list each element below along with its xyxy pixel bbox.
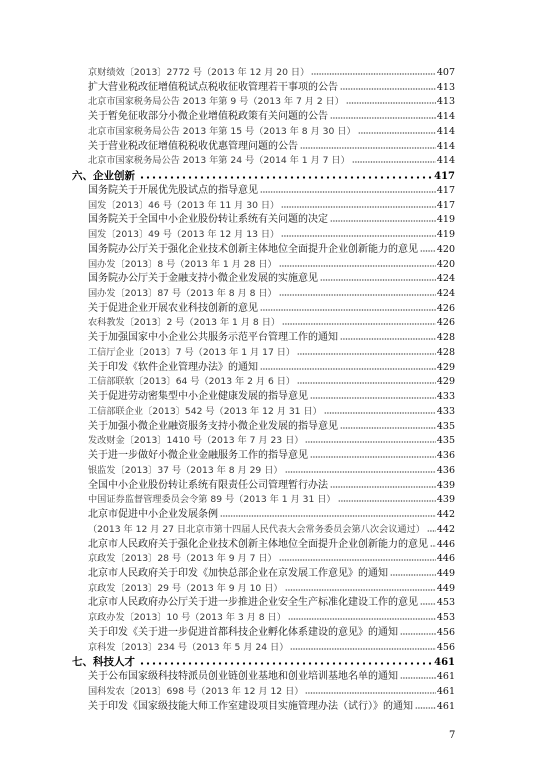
toc-entry-title	[72, 302, 455, 317]
toc-entry-title-text: 关于印发《关于进一步促进首都科技企业孵化体系建设的意见》的通知	[88, 626, 398, 638]
toc-entry-doc-number	[72, 154, 455, 169]
toc-entry-title-text: 关于营业税改征增值税税收优惠管理问题的公告	[88, 140, 298, 152]
dot-leader	[330, 486, 436, 488]
dot-leader	[324, 412, 436, 414]
dot-leader	[338, 500, 436, 502]
page-reference: 414	[436, 111, 455, 123]
toc-entry-title-text: 全国中小企业股份转让系统有限责任公司管理暂行办法	[88, 479, 328, 491]
dot-leader	[139, 176, 433, 179]
toc-entry-doc-number-text: 中国证券监督管理委员会令第 89 号（2013 年 1 月 31 日）	[88, 494, 336, 506]
page-reference: 442	[436, 509, 455, 521]
dot-leader	[279, 294, 436, 296]
page-reference: 428	[436, 332, 455, 344]
toc-entry-doc-number-text: 银监发〔2013〕37 号（2013 年 8 月 29 日）	[88, 464, 283, 476]
toc-entry-doc-number-text: 北京市国家税务局公告 2013 年第 24 号（2014 年 1 月 7 日）	[88, 155, 350, 167]
dot-leader	[311, 73, 436, 75]
toc-entry-title	[72, 331, 455, 346]
dot-leader	[281, 235, 436, 237]
toc-entry-title	[72, 626, 455, 641]
toc-entry-title	[72, 81, 455, 96]
toc-entry-doc-number-text: 国发〔2013〕49 号（2013 年 12 月 13 日）	[88, 229, 280, 241]
dot-leader	[415, 707, 436, 709]
page-reference: 414	[436, 125, 455, 137]
dot-leader	[340, 427, 436, 429]
toc-entry-doc-number	[72, 641, 455, 656]
toc-entry-doc-number-text: 京政发〔2013〕29 号（2013 年 9 月 10 日）	[88, 582, 283, 594]
toc-entry-title-text: 国务院关于开展优先股试点的指导意见	[88, 184, 258, 196]
page-reference: 414	[436, 140, 455, 152]
page-reference: 424	[436, 288, 455, 300]
section-heading-text: 七、科技人才	[72, 656, 135, 669]
toc-entry-doc-number	[72, 346, 455, 361]
toc-entry-doc-number-text: 国发〔2013〕46 号（2013 年 11 月 30 日）	[88, 199, 280, 211]
page-reference: 446	[436, 538, 455, 550]
page-reference: 413	[436, 81, 455, 93]
dot-leader	[330, 117, 436, 119]
section-heading-text: 六、企业创新	[72, 170, 135, 183]
toc-entry-doc-number-text: 工信部联企业〔2013〕542 号（2013 年 12 月 31 日）	[88, 405, 322, 417]
toc-entry-doc-number	[72, 258, 455, 273]
dot-leader	[400, 677, 436, 679]
section-heading	[72, 655, 455, 670]
toc-entry-title-text: 北京市人民政府办公厅关于进一步推进企业安全生产标准化建设工作的意见	[88, 597, 418, 609]
toc-entry-doc-number	[72, 582, 455, 597]
toc-entry-doc-number	[72, 464, 455, 479]
page-reference: 449	[436, 567, 455, 579]
dot-leader	[300, 147, 436, 149]
toc-entry-title	[72, 110, 455, 125]
page-reference: 439	[436, 479, 455, 491]
section-heading	[72, 169, 455, 184]
page-reference: 417	[436, 199, 455, 211]
page-reference: 433	[436, 391, 455, 403]
toc-entry-title	[72, 508, 455, 523]
dot-leader	[288, 618, 436, 620]
toc-entry-title	[72, 670, 455, 685]
page-reference: 456	[436, 626, 455, 638]
dot-leader	[282, 323, 436, 325]
toc-entry-doc-number-text: 京财绩效〔2013〕2772 号（2013 年 12 月 20 日）	[88, 67, 310, 78]
dot-leader	[290, 648, 435, 650]
toc-entry-title	[72, 700, 455, 715]
dot-leader	[340, 88, 436, 90]
dot-leader	[390, 574, 436, 576]
page-reference: 407	[436, 67, 455, 78]
page-reference: 456	[436, 641, 455, 653]
toc-entry-doc-number	[72, 316, 455, 331]
dot-leader	[352, 161, 436, 163]
dot-leader	[420, 250, 436, 252]
toc-entry-doc-number	[72, 228, 455, 243]
page-reference: 428	[436, 346, 455, 358]
dot-leader	[260, 191, 436, 193]
toc-entry-title-text: 北京市促进中小企业发展条例	[88, 509, 218, 521]
page-reference: 426	[436, 317, 455, 329]
dot-leader	[310, 456, 436, 458]
toc-entry-doc-number-text: 国科发农〔2013〕698 号（2013 年 12 月 12 日）	[88, 685, 304, 697]
toc-entry-doc-number-text: 工信部联软〔2013〕64 号（2013 年 2 月 6 日）	[88, 376, 296, 388]
toc-entry-doc-number	[72, 125, 455, 140]
page-reference: 419	[436, 229, 455, 241]
toc-entry-doc-number	[72, 523, 455, 538]
toc-entry-title-text: 关于加强小微企业融资服务支持小微企业发展的指导意见	[88, 420, 338, 432]
toc-entry-title-text: 北京市人民政府关于强化企业技术创新主体地位全面提升企业创新能力的意见	[88, 538, 428, 550]
dot-leader	[340, 338, 436, 340]
toc-entry-title	[72, 567, 455, 582]
page-reference: 442	[436, 523, 455, 535]
toc-entry-doc-number	[72, 287, 455, 302]
toc-entry-title-text: 关于印发《国家级技能大师工作室建设项目实施管理办法（试行）》的通知	[88, 700, 413, 712]
page-reference: 435	[436, 420, 455, 432]
page-reference: 461	[436, 700, 455, 712]
toc-entry-doc-number-text: 京政发〔2013〕28 号（2013 年 9 月 7 日）	[88, 553, 277, 565]
toc-entry-doc-number	[72, 95, 455, 110]
toc-entry-title	[72, 538, 455, 553]
dot-leader	[430, 545, 436, 547]
toc-entry-title-text: 北京市人民政府关于印发《加快总部企业在京发展工作意见》的通知	[88, 567, 388, 579]
dot-leader	[427, 530, 436, 532]
page-reference: 453	[436, 612, 455, 624]
toc-entry-doc-number	[72, 405, 455, 420]
dot-leader	[281, 206, 436, 208]
toc-entry-title	[72, 140, 455, 155]
toc-entry-title-text: 关于加强国家中小企业公共服务示范平台管理工作的通知	[88, 332, 338, 344]
page-reference: 461	[436, 671, 455, 683]
page-reference: 439	[436, 494, 455, 506]
page-reference: 424	[436, 273, 455, 285]
dot-leader	[346, 102, 436, 104]
page-reference: 420	[436, 243, 455, 255]
toc-entry-title	[72, 361, 455, 376]
toc-entry-title-text: 扩大营业税改征增值税试点税收征收管理若干事项的公告	[88, 81, 338, 93]
page-reference: 433	[436, 405, 455, 417]
toc-entry-title	[72, 243, 455, 258]
toc-entry-doc-number	[72, 493, 455, 508]
toc-entry-title-text: 国务院办公厅关于金融支持小微企业发展的实施意见	[88, 273, 318, 285]
page-reference: 436	[436, 464, 455, 476]
dot-leader	[305, 692, 435, 694]
page-reference: 420	[436, 258, 455, 270]
toc-entry-title	[72, 390, 455, 405]
page-reference: 436	[436, 450, 455, 462]
toc-entry-doc-number-text: 北京市国家税务局公告 2013 年第 15 号（2013 年 8 月 30 日）	[88, 125, 356, 137]
page-reference: 435	[436, 435, 455, 447]
page-number: 7	[449, 730, 456, 741]
dot-leader	[139, 662, 433, 665]
toc-entry-title-text: 关于进一步做好小微企业金融服务工作的指导意见	[88, 450, 308, 462]
toc-entry-doc-number	[72, 375, 455, 390]
toc-entry-doc-number-text: 京政办发〔2013〕10 号（2013 年 3 月 8 日）	[88, 612, 286, 624]
toc-entry-doc-number-text: 国办发〔2013〕8 号（2013 年 1 月 28 日）	[88, 258, 277, 270]
dot-leader	[285, 471, 436, 473]
toc-entry-doc-number-text: 工信厅企业〔2013〕7 号（2013 年 1 月 17 日）	[88, 346, 296, 358]
toc-entry-doc-number	[72, 552, 455, 567]
toc-entry-doc-number	[72, 434, 455, 449]
toc-entry-title	[72, 449, 455, 464]
dot-leader	[260, 368, 436, 370]
table-of-contents	[72, 66, 455, 714]
toc-entry-doc-number	[72, 199, 455, 214]
toc-entry-doc-number	[72, 611, 455, 626]
toc-entry-title-text: 关于促进劳动密集型中小企业健康发展的指导意见	[88, 391, 308, 403]
dot-leader	[320, 279, 436, 281]
toc-entry-title-text: 关于印发《软件企业管理办法》的通知	[88, 361, 258, 373]
toc-entry-doc-number	[72, 66, 455, 81]
toc-entry-title-text: 国务院关于全国中小企业股份转让系统有关问题的决定	[88, 214, 328, 226]
toc-entry-doc-number-text: 国办发〔2013〕87 号（2013 年 8 月 8 日）	[88, 288, 277, 300]
dot-leader	[260, 309, 436, 311]
dot-leader	[279, 559, 436, 561]
toc-entry-title-text: 关于暂免征收部分小微企业增值税政策有关问题的公告	[88, 111, 328, 123]
page-reference: 414	[436, 155, 455, 167]
page-reference: 413	[436, 96, 455, 108]
dot-leader	[330, 220, 436, 222]
page-reference: 417	[434, 171, 455, 183]
dot-leader	[297, 382, 436, 384]
toc-entry-doc-number-text: （2013 年 12 月 27 日北京市第十四届人民代表大会常务委员会第八次会议通过）	[88, 523, 425, 535]
toc-entry-title-text: 关于公布国家级科技特派员创业链创业基地和创业培训基地名单的通知	[88, 671, 398, 683]
page-reference: 417	[436, 184, 455, 196]
dot-leader	[358, 132, 436, 134]
page-reference: 429	[436, 376, 455, 388]
dot-leader	[279, 265, 436, 267]
page-reference: 453	[436, 597, 455, 609]
dot-leader	[297, 353, 436, 355]
dot-leader	[220, 515, 436, 517]
page-reference: 426	[436, 302, 455, 314]
dot-leader	[310, 397, 436, 399]
page-reference: 449	[436, 582, 455, 594]
dot-leader	[400, 633, 436, 635]
toc-entry-doc-number-text: 北京市国家税务局公告 2013 年第 9 号（2013 年 7 月 2 日）	[88, 96, 344, 108]
toc-entry-title	[72, 213, 455, 228]
dot-leader	[305, 441, 435, 443]
toc-entry-doc-number-text: 发改财金〔2013〕1410 号（2013 年 7 月 23 日）	[88, 435, 304, 447]
toc-entry-doc-number-text: 农科教发〔2013〕2 号（2013 年 1 月 8 日）	[88, 317, 281, 329]
toc-entry-title-text: 国务院办公厅关于强化企业技术创新主体地位全面提升企业创新能力的意见	[88, 243, 418, 255]
page-reference: 446	[436, 553, 455, 565]
toc-entry-title-text: 关于促进企业开展农业科技创新的意见	[88, 302, 258, 314]
toc-entry-title	[72, 596, 455, 611]
toc-entry-title	[72, 479, 455, 494]
page-reference: 461	[436, 685, 455, 697]
page-reference: 419	[436, 214, 455, 226]
toc-entry-doc-number	[72, 685, 455, 700]
toc-entry-title	[72, 184, 455, 199]
toc-entry-doc-number-text: 京科发〔2013〕234 号（2013 年 5 月 24 日）	[88, 641, 289, 653]
toc-entry-title	[72, 272, 455, 287]
page-reference: 461	[434, 657, 455, 669]
toc-entry-title	[72, 420, 455, 435]
dot-leader	[285, 589, 436, 591]
page-reference: 429	[436, 361, 455, 373]
dot-leader	[420, 603, 436, 605]
